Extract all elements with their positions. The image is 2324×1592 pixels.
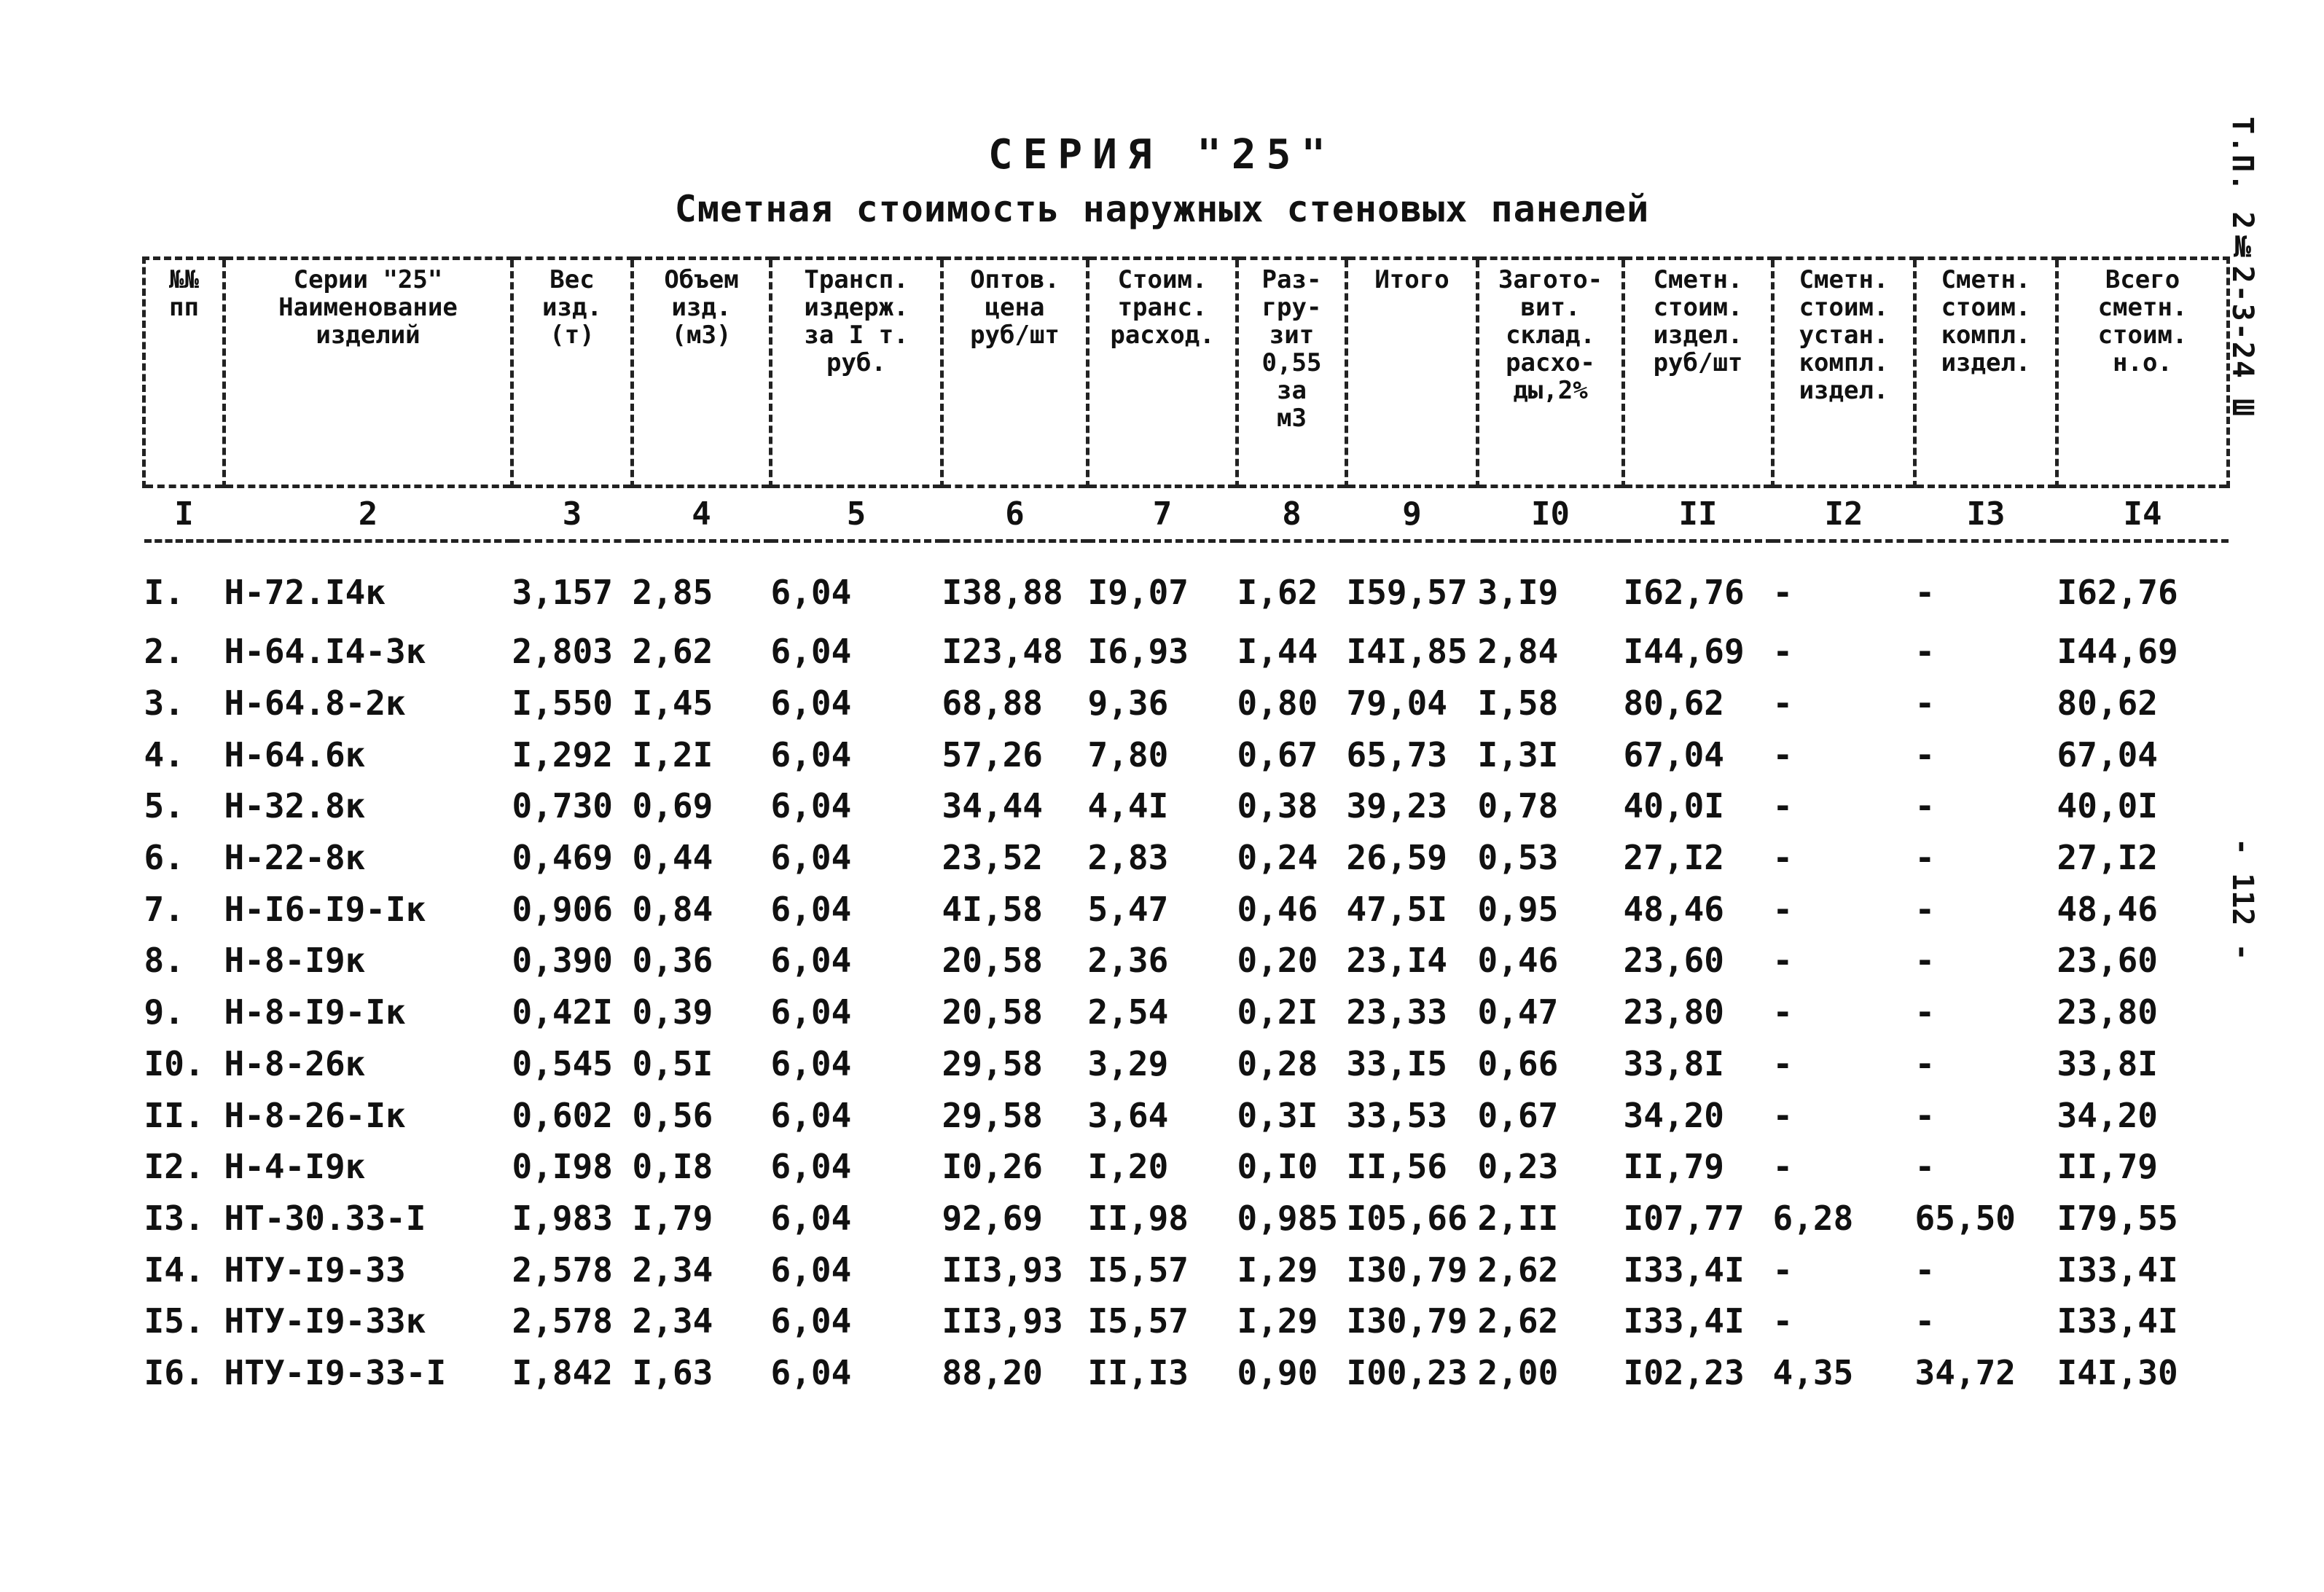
cell-install-cost: -: [1772, 992, 1793, 1032]
cell-estimated-cost: I44,69: [1623, 632, 1745, 672]
cell-wholesale-price: 29,58: [942, 1043, 1043, 1083]
cell-total: 47,5I: [1346, 889, 1447, 929]
cell-procurement: 2,II: [1477, 1198, 1559, 1238]
cell-volume: 0,56: [632, 1095, 713, 1135]
cell-wholesale-price: 29,58: [942, 1095, 1043, 1135]
cell-procurement: 2,62: [1477, 1250, 1559, 1290]
column-headers: [144, 259, 2229, 487]
cell-set-cost: -: [1914, 734, 1936, 775]
cell-unloading: 0,20: [1237, 941, 1318, 981]
cell-transport-cost: 6,04: [770, 1301, 852, 1341]
cell-weight: 2,578: [512, 1250, 613, 1290]
cell-unloading: 0,46: [1237, 889, 1318, 929]
cell-transport-expense: II,98: [1087, 1198, 1189, 1238]
table-row: [144, 1244, 2229, 1295]
cell-weight: 0,906: [512, 889, 613, 929]
cell-transport-cost: 6,04: [770, 1095, 852, 1135]
cell-volume: 0,I8: [632, 1147, 713, 1187]
cell-install-cost: -: [1772, 941, 1793, 981]
cell-estimated-cost: 23,60: [1623, 941, 1724, 981]
cell-unloading: 0,80: [1237, 683, 1318, 724]
cell-volume: 2,34: [632, 1250, 713, 1290]
cell-total: 26,59: [1346, 838, 1447, 878]
cell-transport-expense: I9,07: [1087, 573, 1189, 612]
cell-weight: 2,578: [512, 1301, 613, 1341]
cell-set-cost: -: [1914, 786, 1936, 826]
cell-unloading: 0,90: [1237, 1352, 1318, 1392]
cell-name: НТУ-I9-33-I: [224, 1352, 447, 1392]
cell-transport-cost: 6,04: [770, 838, 852, 878]
cell-grand-total: 34,20: [2057, 1095, 2158, 1135]
col-number: 6: [942, 487, 1088, 541]
cell-unloading: 0,38: [1237, 786, 1318, 826]
cell-name: Н-72.I4к: [224, 573, 386, 612]
cell-install-cost: -: [1772, 1301, 1793, 1341]
cell-transport-cost: 6,04: [770, 734, 852, 775]
cell-transport-cost: 6,04: [770, 1147, 852, 1187]
cell-number: 5.: [144, 786, 184, 826]
cell-transport-cost: 6,04: [770, 941, 852, 981]
cell-set-cost: -: [1914, 889, 1936, 929]
cell-estimated-cost: 23,80: [1623, 992, 1724, 1032]
cell-install-cost: -: [1772, 683, 1793, 724]
cell-estimated-cost: 67,04: [1623, 734, 1724, 775]
cell-volume: 2,62: [632, 632, 713, 672]
col-header-install-cost: Сметн. стоим. устан. компл. издел.: [1773, 259, 1915, 487]
col-header-transport-expense: Стоим. транс. расход.: [1088, 259, 1237, 487]
cell-name: Н-64.6к: [224, 734, 366, 775]
cell-weight: 0,730: [512, 786, 613, 826]
cell-number: 9.: [144, 992, 184, 1032]
table-row: [144, 678, 2229, 729]
cell-total: 39,23: [1346, 786, 1447, 826]
cell-transport-expense: 2,36: [1087, 941, 1169, 981]
cell-procurement: 2,62: [1477, 1301, 1559, 1341]
table-row: [144, 729, 2229, 780]
cell-weight: 0,390: [512, 941, 613, 981]
cell-transport-cost: 6,04: [770, 632, 852, 672]
cell-transport-cost: 6,04: [770, 786, 852, 826]
cell-weight: 0,42I: [512, 992, 613, 1032]
col-number: I3: [1915, 487, 2057, 541]
table-row: [144, 987, 2229, 1038]
cell-wholesale-price: I38,88: [942, 573, 1063, 612]
cell-name: Н-64.8-2к: [224, 683, 406, 724]
table-row: [144, 935, 2229, 987]
cell-procurement: 0,67: [1477, 1095, 1559, 1135]
cell-set-cost: -: [1914, 1250, 1936, 1290]
cell-grand-total: 23,60: [2057, 941, 2158, 981]
cell-number: I0.: [144, 1043, 205, 1083]
cell-weight: 0,602: [512, 1095, 613, 1135]
cell-transport-cost: 6,04: [770, 683, 852, 724]
col-number: 2: [224, 487, 512, 541]
cell-wholesale-price: 88,20: [942, 1352, 1043, 1392]
cell-wholesale-price: II3,93: [942, 1250, 1063, 1290]
cell-name: Н-22-8к: [224, 838, 366, 878]
cell-total: 33,I5: [1346, 1043, 1447, 1083]
cell-transport-expense: 3,64: [1087, 1095, 1169, 1135]
cell-unloading: 0,I0: [1237, 1147, 1318, 1187]
cell-unloading: I,29: [1237, 1301, 1318, 1341]
cell-procurement: 0,47: [1477, 992, 1559, 1032]
cell-volume: 0,44: [632, 838, 713, 878]
cell-wholesale-price: 20,58: [942, 941, 1043, 981]
cell-procurement: 0,46: [1477, 941, 1559, 981]
cell-transport-expense: I,20: [1087, 1147, 1169, 1187]
cell-grand-total: 67,04: [2057, 734, 2158, 775]
cell-number: I3.: [144, 1198, 205, 1238]
cell-weight: I,842: [512, 1352, 613, 1392]
cell-number: 6.: [144, 838, 184, 878]
cell-wholesale-price: 92,69: [942, 1198, 1043, 1238]
cell-name: НТУ-I9-33к: [224, 1301, 426, 1341]
cell-transport-expense: 2,83: [1087, 838, 1169, 878]
cell-install-cost: -: [1772, 786, 1793, 826]
cell-volume: 0,5I: [632, 1043, 713, 1083]
cell-name: Н-8-I9к: [224, 941, 366, 981]
cell-number: 4.: [144, 734, 184, 775]
cell-unloading: 0,985: [1237, 1198, 1338, 1238]
cell-estimated-cost: II,79: [1623, 1147, 1724, 1187]
cell-transport-expense: 7,80: [1087, 734, 1169, 775]
cell-estimated-cost: 48,46: [1623, 889, 1724, 929]
cell-set-cost: 34,72: [1914, 1352, 2016, 1392]
cell-weight: 0,I98: [512, 1147, 613, 1187]
cell-set-cost: -: [1914, 941, 1936, 981]
cell-procurement: 0,23: [1477, 1147, 1559, 1187]
cell-number: 3.: [144, 683, 184, 724]
cell-number: 2.: [144, 632, 184, 672]
cell-estimated-cost: I07,77: [1623, 1198, 1745, 1238]
cell-set-cost: -: [1914, 838, 1936, 878]
cell-wholesale-price: 68,88: [942, 683, 1043, 724]
cell-grand-total: I33,4I: [2057, 1301, 2178, 1341]
col-number: 3: [512, 487, 633, 541]
cell-set-cost: -: [1914, 1095, 1936, 1135]
cell-wholesale-price: 20,58: [942, 992, 1043, 1032]
cell-weight: 0,545: [512, 1043, 613, 1083]
col-header-estimated-cost: Сметн. стоим. издел. руб/шт: [1624, 259, 1773, 487]
cell-total: I59,57: [1346, 573, 1468, 612]
cell-transport-cost: 6,04: [770, 1250, 852, 1290]
cell-transport-expense: I5,57: [1087, 1250, 1189, 1290]
side-page-number: - 112 -: [2226, 838, 2259, 961]
cell-volume: I,45: [632, 683, 713, 724]
cell-estimated-cost: I33,4I: [1623, 1250, 1745, 1290]
cell-estimated-cost: I62,76: [1623, 573, 1745, 612]
cell-unloading: 0,2I: [1237, 992, 1318, 1032]
cell-wholesale-price: I0,26: [942, 1147, 1043, 1187]
cell-wholesale-price: 34,44: [942, 786, 1043, 826]
col-number: 7: [1088, 487, 1237, 541]
cell-procurement: 0,95: [1477, 889, 1559, 929]
cell-set-cost: -: [1914, 1147, 1936, 1187]
cell-grand-total: I44,69: [2057, 632, 2178, 672]
cell-install-cost: -: [1772, 1250, 1793, 1290]
document-subtitle: Сметная стоимость наружных стеновых панелей: [674, 188, 1650, 230]
cell-wholesale-price: 23,52: [942, 838, 1043, 878]
cell-set-cost: 65,50: [1914, 1198, 2016, 1238]
col-header-total: Итого: [1347, 259, 1478, 487]
cell-unloading: 0,28: [1237, 1043, 1318, 1083]
table-row: [144, 1295, 2229, 1347]
cell-install-cost: -: [1772, 1095, 1793, 1135]
cell-number: I4.: [144, 1250, 205, 1290]
cell-unloading: I,62: [1237, 573, 1318, 612]
cell-procurement: 0,53: [1477, 838, 1559, 878]
cell-total: I4I,85: [1346, 632, 1468, 672]
cell-grand-total: 80,62: [2057, 683, 2158, 724]
table-row: [144, 626, 2229, 678]
cell-procurement: I,3I: [1477, 734, 1559, 775]
cell-grand-total: 33,8I: [2057, 1043, 2158, 1083]
cell-weight: 3,157: [512, 573, 613, 612]
cell-total: I00,23: [1346, 1352, 1468, 1392]
col-number: I2: [1773, 487, 1915, 541]
table-row: [144, 1347, 2229, 1399]
cell-grand-total: 27,I2: [2057, 838, 2158, 878]
cell-number: I5.: [144, 1301, 205, 1341]
cell-number: 7.: [144, 889, 184, 929]
cell-procurement: I,58: [1477, 683, 1559, 724]
cell-grand-total: I33,4I: [2057, 1250, 2178, 1290]
cell-weight: 0,469: [512, 838, 613, 878]
col-number: I: [144, 487, 224, 541]
table-row: [144, 1193, 2229, 1244]
col-header-weight: Вес изд. (т): [512, 259, 633, 487]
cell-grand-total: I62,76: [2057, 573, 2178, 612]
cell-total: II,56: [1346, 1147, 1447, 1187]
cell-set-cost: -: [1914, 1301, 1936, 1341]
col-number: 5: [771, 487, 942, 541]
cell-name: Н-8-26-Iк: [224, 1095, 406, 1135]
estimate-table: [142, 256, 2230, 1398]
cell-number: I6.: [144, 1352, 205, 1392]
cell-total: I30,79: [1346, 1250, 1468, 1290]
cell-name: НТУ-I9-33: [224, 1250, 406, 1290]
cell-transport-expense: 9,36: [1087, 683, 1169, 724]
cell-grand-total: I4I,30: [2057, 1352, 2178, 1392]
document-title: СЕРИЯ "25": [987, 131, 1337, 179]
cell-transport-expense: I5,57: [1087, 1301, 1189, 1341]
col-number: 8: [1237, 487, 1347, 541]
cell-volume: 0,39: [632, 992, 713, 1032]
cell-wholesale-price: 57,26: [942, 734, 1043, 775]
cell-transport-expense: 4,4I: [1087, 786, 1169, 826]
cell-transport-expense: 5,47: [1087, 889, 1169, 929]
table-row: [144, 832, 2229, 884]
cell-estimated-cost: 80,62: [1623, 683, 1724, 724]
cell-weight: I,983: [512, 1198, 613, 1238]
table-row: [144, 1141, 2229, 1193]
cell-unloading: 0,24: [1237, 838, 1318, 878]
table-row: [144, 780, 2229, 832]
cell-unloading: I,44: [1237, 632, 1318, 672]
col-number: I4: [2057, 487, 2229, 541]
table-row: [144, 1038, 2229, 1090]
cell-transport-cost: 6,04: [770, 1198, 852, 1238]
cell-total: 23,I4: [1346, 941, 1447, 981]
cell-wholesale-price: II3,93: [942, 1301, 1063, 1341]
cell-weight: I,292: [512, 734, 613, 775]
col-header-name: Серии "25" Наименование изделий: [224, 259, 512, 487]
cell-name: Н-8-26к: [224, 1043, 366, 1083]
table-row: [144, 541, 2229, 627]
cell-volume: 0,84: [632, 889, 713, 929]
cell-procurement: 0,66: [1477, 1043, 1559, 1083]
col-number: 4: [633, 487, 771, 541]
cell-install-cost: 6,28: [1772, 1198, 1854, 1238]
cell-estimated-cost: 33,8I: [1623, 1043, 1724, 1083]
cell-wholesale-price: 4I,58: [942, 889, 1043, 929]
col-header-grand-total: Всего сметн. стоим. н.о.: [2057, 259, 2229, 487]
cell-estimated-cost: 34,20: [1623, 1095, 1724, 1135]
cell-weight: I,550: [512, 683, 613, 724]
cell-install-cost: -: [1772, 889, 1793, 929]
cell-total: 65,73: [1346, 734, 1447, 775]
cell-name: Н-64.I4-3к: [224, 632, 426, 672]
cell-number: 8.: [144, 941, 184, 981]
col-header-procurement: Загото- вит. склад. расхо- ды,2%: [1478, 259, 1624, 487]
cell-volume: I,63: [632, 1352, 713, 1392]
cell-install-cost: -: [1772, 632, 1793, 672]
cell-transport-cost: 6,04: [770, 573, 852, 612]
cell-grand-total: 48,46: [2057, 889, 2158, 929]
col-header-volume: Объем изд. (м3): [633, 259, 771, 487]
cell-set-cost: -: [1914, 573, 1936, 612]
cell-number: I.: [144, 573, 184, 612]
cell-install-cost: -: [1772, 573, 1793, 612]
col-header-number: №№ пп: [144, 259, 224, 487]
cell-total: 33,53: [1346, 1095, 1447, 1135]
cell-estimated-cost: 27,I2: [1623, 838, 1724, 878]
cell-estimated-cost: 40,0I: [1623, 786, 1724, 826]
table-row: [144, 883, 2229, 935]
cell-procurement: 3,I9: [1477, 573, 1559, 612]
cell-volume: I,79: [632, 1198, 713, 1238]
cell-install-cost: -: [1772, 838, 1793, 878]
cell-name: Н-32.8к: [224, 786, 366, 826]
table-body: [144, 541, 2229, 1399]
cell-number: II.: [144, 1095, 205, 1135]
cell-install-cost: -: [1772, 734, 1793, 775]
col-header-unloading: Раз- гру- зит 0,55 за м3: [1237, 259, 1347, 487]
cell-grand-total: 40,0I: [2057, 786, 2158, 826]
cell-grand-total: I79,55: [2057, 1198, 2178, 1238]
col-number: 9: [1347, 487, 1478, 541]
cell-transport-cost: 6,04: [770, 992, 852, 1032]
col-number: II: [1624, 487, 1773, 541]
col-header-set-cost: Сметн. стоим. компл. издел.: [1915, 259, 2057, 487]
cell-procurement: 0,78: [1477, 786, 1559, 826]
cell-volume: I,2I: [632, 734, 713, 775]
column-number-row: [144, 487, 2229, 541]
cell-number: I2.: [144, 1147, 205, 1187]
cell-set-cost: -: [1914, 992, 1936, 1032]
cell-total: I30,79: [1346, 1301, 1468, 1341]
cell-volume: 2,85: [632, 573, 713, 612]
cell-estimated-cost: I02,23: [1623, 1352, 1745, 1392]
cell-install-cost: -: [1772, 1043, 1793, 1083]
side-document-code: Т.П. 2№2-3-24 Ш: [2226, 117, 2259, 418]
cell-name: Н-8-I9-Iк: [224, 992, 406, 1032]
cell-unloading: 0,3I: [1237, 1095, 1318, 1135]
cell-grand-total: 23,80: [2057, 992, 2158, 1032]
cell-estimated-cost: I33,4I: [1623, 1301, 1745, 1341]
cell-transport-expense: 3,29: [1087, 1043, 1169, 1083]
col-header-wholesale-price: Оптов. цена руб/шт: [942, 259, 1088, 487]
cell-transport-expense: 2,54: [1087, 992, 1169, 1032]
cell-weight: 2,803: [512, 632, 613, 672]
cell-volume: 0,36: [632, 941, 713, 981]
cell-unloading: I,29: [1237, 1250, 1318, 1290]
cell-name: Н-4-I9к: [224, 1147, 366, 1187]
cell-transport-expense: I6,93: [1087, 632, 1189, 672]
table-row: [144, 1089, 2229, 1141]
cell-transport-cost: 6,04: [770, 1352, 852, 1392]
cell-install-cost: -: [1772, 1147, 1793, 1187]
cell-total: I05,66: [1346, 1198, 1468, 1238]
cell-grand-total: II,79: [2057, 1147, 2158, 1187]
cell-set-cost: -: [1914, 1043, 1936, 1083]
cell-transport-expense: II,I3: [1087, 1352, 1189, 1392]
cell-volume: 2,34: [632, 1301, 713, 1341]
cell-name: НТ-30.33-I: [224, 1198, 426, 1238]
cell-transport-cost: 6,04: [770, 1043, 852, 1083]
cell-total: 79,04: [1346, 683, 1447, 724]
cell-volume: 0,69: [632, 786, 713, 826]
cell-procurement: 2,84: [1477, 632, 1559, 672]
col-header-transport-cost: Трансп. издерж. за I т. руб.: [771, 259, 942, 487]
col-number: I0: [1478, 487, 1624, 541]
cell-wholesale-price: I23,48: [942, 632, 1063, 672]
cell-install-cost: 4,35: [1772, 1352, 1854, 1392]
cell-transport-cost: 6,04: [770, 889, 852, 929]
cell-unloading: 0,67: [1237, 734, 1318, 775]
cell-total: 23,33: [1346, 992, 1447, 1032]
cell-set-cost: -: [1914, 632, 1936, 672]
cell-name: Н-I6-I9-Iк: [224, 889, 426, 929]
cell-set-cost: -: [1914, 683, 1936, 724]
cell-procurement: 2,00: [1477, 1352, 1559, 1392]
